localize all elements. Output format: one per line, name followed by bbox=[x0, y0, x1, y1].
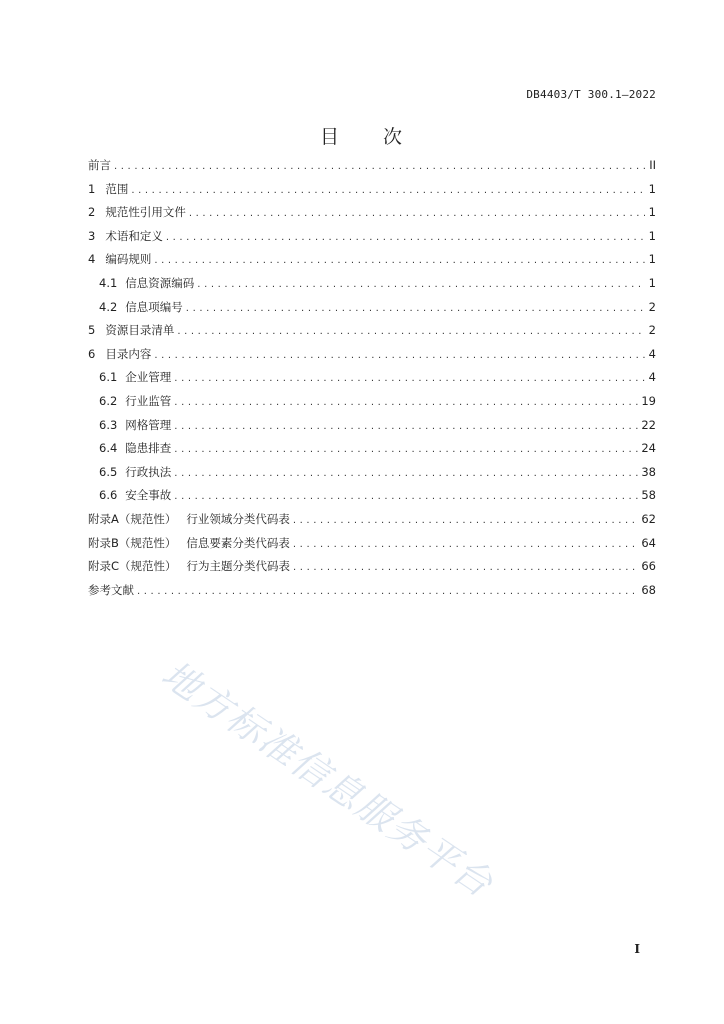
toc-entry[interactable] bbox=[88, 558, 656, 582]
toc-dot-leader bbox=[114, 161, 645, 172]
toc-entry[interactable] bbox=[88, 346, 656, 370]
toc-dot-leader bbox=[137, 586, 638, 597]
toc-entry-title: 网格管理 bbox=[125, 417, 172, 432]
toc-entry-label bbox=[88, 582, 134, 598]
toc-dot-leader bbox=[166, 232, 645, 243]
toc-entry-page: 24 bbox=[641, 441, 656, 456]
toc-entry-title: 隐患排查 bbox=[125, 441, 172, 456]
toc-entry-title: 安全事故 bbox=[125, 488, 172, 503]
toc-entry[interactable] bbox=[88, 157, 656, 181]
toc-entry-page: 1 bbox=[648, 252, 656, 267]
toc-entry-number: 附录B（规范性） bbox=[88, 535, 177, 550]
toc-entry-label bbox=[88, 535, 290, 551]
toc-entry-title: 企业管理 bbox=[125, 370, 172, 385]
page-title: 目 次 bbox=[319, 126, 404, 148]
toc-entry-number: 4.2 bbox=[99, 299, 118, 314]
toc-entry-page: 38 bbox=[641, 464, 656, 479]
toc-entry[interactable] bbox=[88, 582, 656, 606]
toc-entry-label bbox=[88, 157, 111, 173]
table-of-contents bbox=[88, 157, 656, 605]
toc-entry-title: 编码规则 bbox=[105, 252, 152, 267]
toc-entry[interactable] bbox=[88, 440, 656, 464]
toc-entry-number: 6.6 bbox=[99, 488, 118, 503]
toc-dot-leader bbox=[174, 444, 638, 455]
toc-entry-title: 参考文献 bbox=[88, 582, 134, 597]
toc-dot-leader bbox=[197, 279, 645, 290]
toc-entry-title: 信息资源编码 bbox=[125, 275, 195, 290]
toc-entry-title: 前言 bbox=[88, 158, 111, 172]
toc-entry[interactable] bbox=[88, 464, 656, 488]
toc-entry-label bbox=[99, 369, 171, 385]
toc-dot-leader bbox=[293, 539, 638, 550]
toc-entry-label bbox=[99, 440, 171, 456]
toc-entry[interactable] bbox=[88, 251, 656, 275]
toc-entry-label bbox=[99, 393, 171, 409]
watermark: 地方标准信息服务平台 bbox=[153, 652, 502, 907]
toc-entry-page: 58 bbox=[641, 488, 656, 503]
toc-entry[interactable] bbox=[88, 535, 656, 559]
toc-entry-page: 68 bbox=[641, 582, 656, 597]
toc-dot-leader bbox=[174, 421, 638, 432]
toc-entry-title: 资源目录清单 bbox=[105, 323, 175, 338]
toc-entry-page: II bbox=[649, 158, 656, 172]
toc-entry-label bbox=[88, 346, 151, 362]
toc-entry-number: 附录C（规范性） bbox=[88, 559, 177, 574]
page-number: I bbox=[634, 942, 640, 956]
toc-entry-title: 术语和定义 bbox=[105, 228, 163, 243]
toc-entry-title: 规范性引用文件 bbox=[105, 205, 186, 220]
toc-dot-leader bbox=[186, 303, 645, 314]
toc-entry-title: 行业领域分类代码表 bbox=[186, 511, 290, 526]
toc-entry-label bbox=[99, 275, 194, 291]
toc-dot-leader bbox=[293, 562, 638, 573]
toc-entry-label bbox=[99, 464, 171, 480]
toc-entry-page: 1 bbox=[648, 275, 656, 290]
toc-entry-number: 6.1 bbox=[99, 370, 118, 385]
toc-entry-label bbox=[99, 417, 171, 433]
toc-entry-label bbox=[88, 322, 174, 338]
toc-entry-number: 6 bbox=[88, 346, 96, 361]
toc-entry[interactable] bbox=[88, 369, 656, 393]
toc-entry-title: 信息项编号 bbox=[125, 299, 183, 314]
toc-entry-number: 2 bbox=[88, 205, 96, 220]
toc-entry-page: 66 bbox=[641, 559, 656, 574]
toc-entry-page: 62 bbox=[641, 511, 656, 526]
toc-entry[interactable] bbox=[88, 299, 656, 323]
toc-entry-page: 64 bbox=[641, 535, 656, 550]
toc-entry-title: 行业监管 bbox=[125, 393, 172, 408]
toc-entry-number: 6.3 bbox=[99, 417, 118, 432]
toc-entry-page: 2 bbox=[648, 299, 656, 314]
toc-entry-number: 6.4 bbox=[99, 441, 118, 456]
toc-entry-label bbox=[99, 487, 171, 503]
toc-dot-leader bbox=[174, 373, 645, 384]
toc-entry[interactable] bbox=[88, 511, 656, 535]
toc-entry-label bbox=[88, 204, 186, 220]
toc-entry-page: 1 bbox=[648, 228, 656, 243]
toc-dot-leader bbox=[174, 397, 638, 408]
toc-entry-number: 5 bbox=[88, 323, 96, 338]
toc-entry-label bbox=[88, 558, 290, 574]
toc-entry-number: 6.5 bbox=[99, 464, 118, 479]
toc-entry-title: 行为主题分类代码表 bbox=[186, 559, 291, 574]
toc-entry-page: 22 bbox=[641, 417, 656, 432]
toc-entry-label bbox=[88, 181, 128, 197]
toc-entry-page: 19 bbox=[641, 393, 656, 408]
toc-dot-leader bbox=[174, 491, 638, 502]
toc-entry-number: 附录A（规范性） bbox=[88, 511, 177, 526]
toc-dot-leader bbox=[131, 185, 645, 196]
toc-entry-label bbox=[99, 299, 183, 315]
toc-entry-label bbox=[88, 511, 290, 527]
toc-entry-number: 4 bbox=[88, 252, 96, 267]
toc-entry-title: 行政执法 bbox=[125, 464, 172, 479]
toc-entry-label bbox=[88, 228, 163, 244]
toc-entry[interactable] bbox=[88, 417, 656, 441]
toc-entry-title: 范围 bbox=[105, 181, 129, 196]
toc-entry[interactable] bbox=[88, 322, 656, 346]
toc-entry[interactable] bbox=[88, 487, 656, 511]
toc-dot-leader bbox=[174, 468, 638, 479]
toc-entry-page: 1 bbox=[648, 181, 656, 196]
toc-entry-label bbox=[88, 251, 151, 267]
toc-entry[interactable] bbox=[88, 228, 656, 252]
toc-entry[interactable] bbox=[88, 393, 656, 417]
toc-entry-number: 3 bbox=[88, 228, 96, 243]
toc-entry-page: 1 bbox=[648, 205, 656, 220]
toc-entry-number: 1 bbox=[88, 181, 96, 196]
toc-dot-leader bbox=[177, 326, 645, 337]
toc-entry[interactable] bbox=[88, 275, 656, 299]
toc-entry[interactable] bbox=[88, 181, 656, 205]
toc-entry[interactable] bbox=[88, 204, 656, 228]
toc-entry-page: 2 bbox=[648, 323, 656, 338]
toc-dot-leader bbox=[189, 208, 645, 219]
toc-entry-number: 6.2 bbox=[99, 393, 118, 408]
toc-entry-page: 4 bbox=[648, 370, 656, 385]
toc-entry-title: 目录内容 bbox=[105, 346, 152, 361]
document-header-code: DB4403/T 300.1—2022 bbox=[526, 88, 656, 101]
toc-dot-leader bbox=[293, 515, 638, 526]
toc-entry-title: 信息要素分类代码表 bbox=[186, 535, 290, 550]
toc-entry-page: 4 bbox=[648, 346, 656, 361]
toc-entry-number: 4.1 bbox=[99, 275, 118, 290]
toc-dot-leader bbox=[154, 350, 645, 361]
toc-dot-leader bbox=[154, 255, 645, 266]
